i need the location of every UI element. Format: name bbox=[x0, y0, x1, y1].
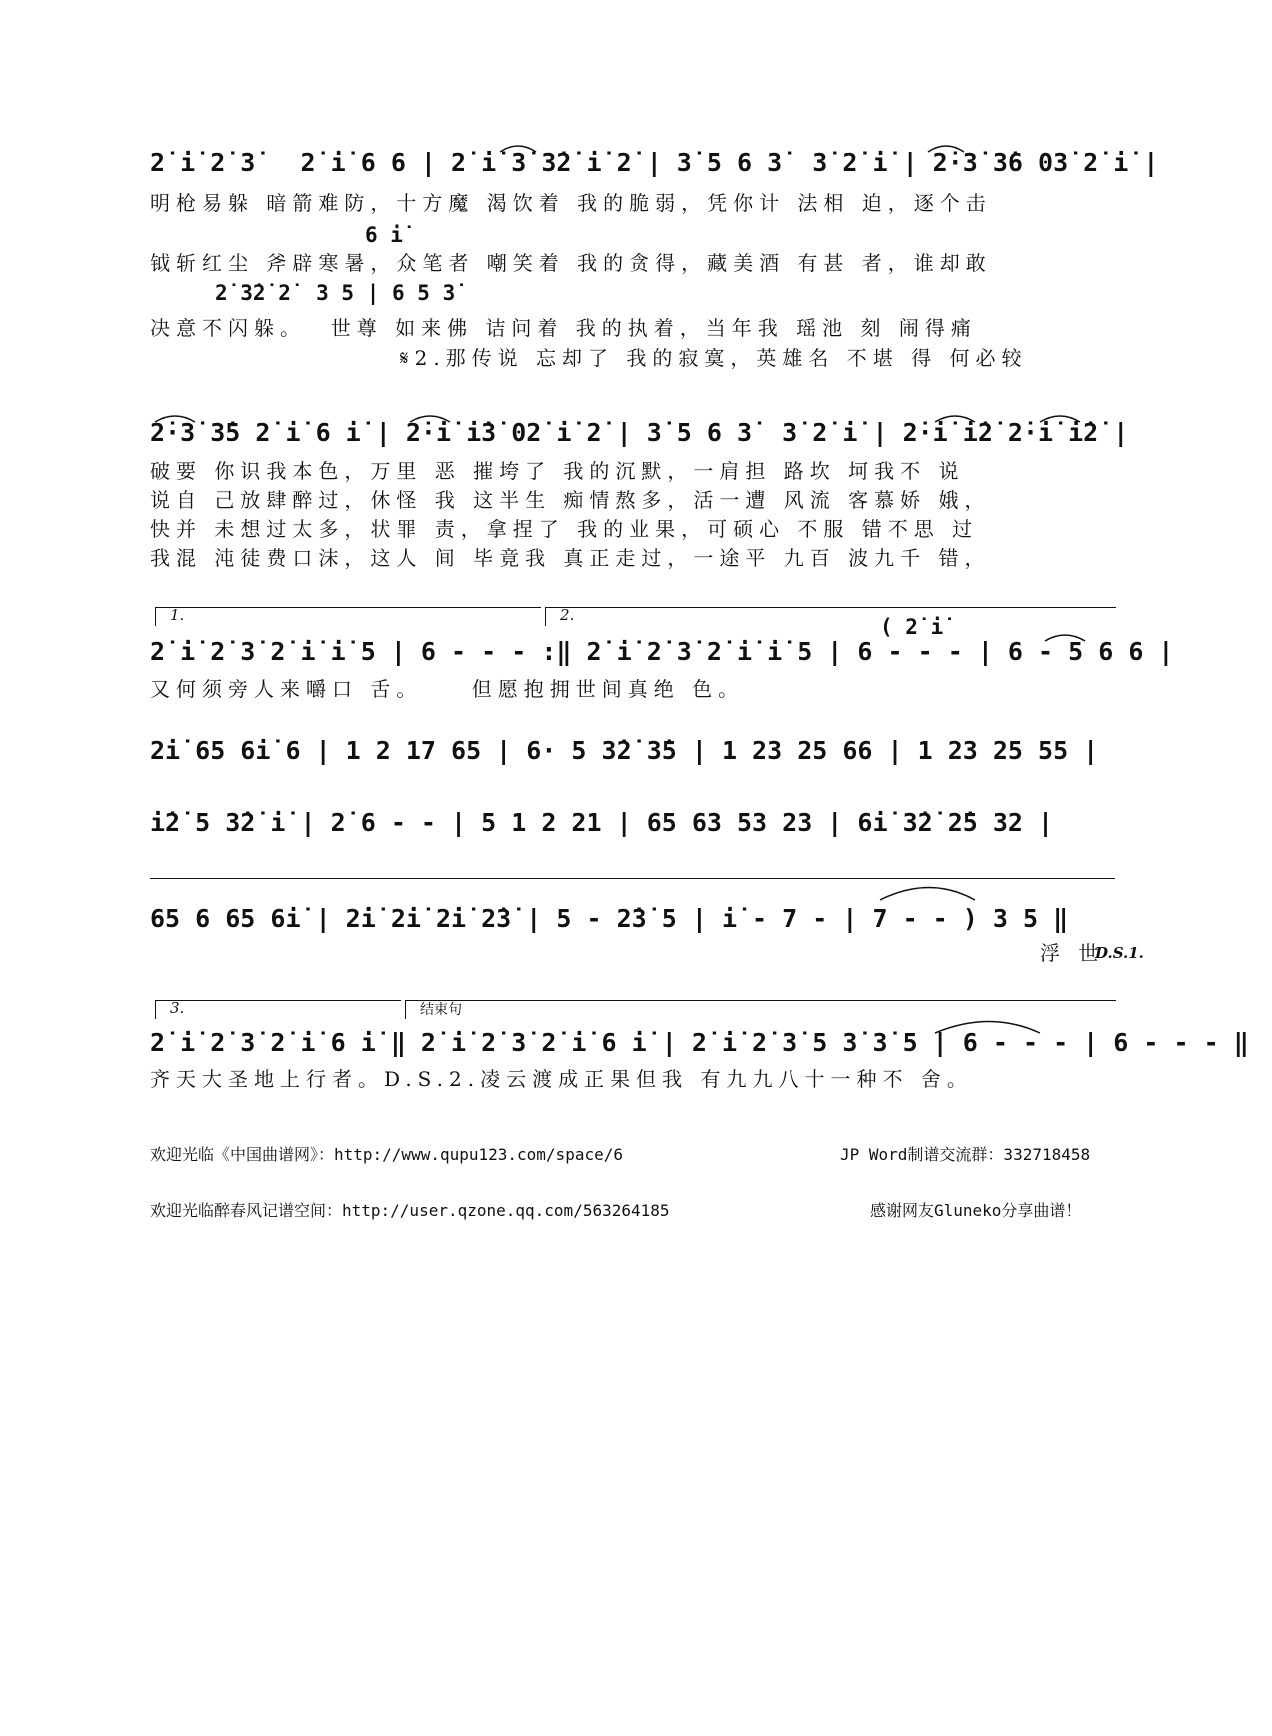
slur-arc bbox=[935, 416, 975, 422]
lyric-fushi: 浮 世 bbox=[1040, 941, 1105, 965]
lyric-line-2-2: 说自 己放肆醉过，休怪 我 这半生 痴情熬多，活一遭 风流 客慕娇 娥， bbox=[150, 488, 991, 512]
slur-arc bbox=[935, 1022, 1040, 1034]
notation-line-4: 2̇i̇ 65 6i̇ 6 | 1 2 17 65 | 6· 5 3̇2̇ 3̇5 | 1 23 25 66 | 1 23 25 55 | bbox=[150, 736, 1099, 765]
lyric-line-7-1: 齐天大圣地上行者。D.S.2.凌云渡成正果但我 有九九八十一种不 舍。 bbox=[150, 1067, 973, 1091]
lyric-line-2-1: 破要 你识我本色，万里 恶 摧垮了 我的沉默，一肩担 路坎 坷我不 说 bbox=[150, 459, 965, 483]
volta-3-label: 3. bbox=[170, 999, 185, 1017]
lyric-line-1-4: 𝄋2.那传说 忘却了 我的寂寞，英雄名 不堪 得 何必较 bbox=[400, 346, 1028, 370]
slur-arc bbox=[155, 416, 195, 422]
volta-1-label: 1. bbox=[170, 606, 185, 624]
lyric-line-3-1: 又何须旁人来嚼口 舌。 但愿抱拥世间真绝 色。 bbox=[150, 677, 745, 701]
footer-right-1: JP Word制谱交流群：332718458 bbox=[840, 1145, 1091, 1164]
notation-line-2: 2̇·3̇ 3̇5 2̇ i̇ 6 i̇ | 2̇·i̇ i̇3̇ 02̇ i̇ 2̇ | 3̇ 5 6 3̇ 3̇ 2̇ i̇ | 2̇·i̇ i̇2̇ 2̇·i̇ i̇2̇ | bbox=[150, 418, 1129, 447]
lyric-line-1-3: 决意不闪躲。 世尊 如来佛 诘问着 我的执着，当年我 瑶池 刻 闹得痛 bbox=[150, 316, 977, 340]
slur-arc bbox=[500, 146, 536, 152]
ds-1-marking: D.S.1. bbox=[1095, 944, 1144, 962]
slur-arc bbox=[928, 146, 964, 152]
slur-arc bbox=[880, 888, 975, 901]
lyric-line-2-4: 我混 沌徒费口沫，这人 间 毕竟我 真正走过，一途平 九百 波九千 错， bbox=[150, 546, 991, 570]
footer-left-2: 欢迎光临醉春风记谱空间：http://user.qzone.qq.com/563264185 bbox=[150, 1201, 670, 1220]
lyric-line-1-2: 钺斩红尘 斧辟寒暑，众笔者 嘲笑着 我的贪得，藏美酒 有甚 者，谁却敢 bbox=[150, 251, 992, 275]
alt-notes-b: 2̇ 3̇2̇ 2̇ 3 5 | 6 5 3̇ bbox=[215, 281, 456, 305]
alt-notes-a: 6 i̇ bbox=[365, 223, 403, 247]
notation-line-5: i̇2̇ 5 3̇2̇ i̇ | 2̇ 6 - - | 5 1 2 21 | 65 63 53 23 | 6i̇ 3̇2̇ 2̇5 32 | bbox=[150, 808, 1054, 837]
lyric-line-2-3: 快并 未想过太多，状罪 责，拿捏了 我的业果，可硕心 不服 错不思 过 bbox=[150, 517, 979, 541]
slur-arc bbox=[1040, 416, 1080, 422]
ending-label: 结束句 bbox=[420, 1002, 462, 1018]
slur-arc bbox=[1045, 635, 1085, 641]
volta-2-label: 2. bbox=[560, 606, 575, 624]
footer-left-1: 欢迎光临《中国曲谱网》：http://www.qupu123.com/space/6 bbox=[150, 1145, 623, 1164]
notation-line-3: 2̇ i̇ 2̇ 3̇ 2̇ i̇ i̇ 5 | 6 - - - :‖ 2̇ i̇ 2̇ 3̇ 2̇ i̇ i̇ 5 | 6 - - - | 6 - 5 6 6 | bbox=[150, 637, 1174, 666]
footer-right-2: 感谢网友Gluneko分享曲谱！ bbox=[870, 1201, 1082, 1220]
notation-line-6: 65 6 65 6i̇ | 2̇i̇ 2̇i̇ 2̇i̇ 2̇3̇ | 5 - 2̇3̇ 5 | i̇ - 7 - | 7 - - ) 3 5 ‖ bbox=[150, 904, 1069, 933]
notation-line-7: 2̇ i̇ 2̇ 3̇ 2̇ i̇ 6 i̇ ‖ 2̇ i̇ 2̇ 3̇ 2̇ i̇ 6 i̇ | 2̇ i̇ 2̇ 3̇ 5 3̇ 3̇ 5 | 6 - - - | 6 - - - ‖ bbox=[150, 1028, 1249, 1057]
pickup-notes: ( 2̇ i̇ bbox=[880, 615, 944, 639]
lyric-line-1-1: 明枪易躲 暗箭难防，十方魔 渴饮着 我的脆弱，凭你计 法相 迫，逐个击 bbox=[150, 191, 992, 215]
notation-line-1: 2̇ i̇ 2̇ 3̇ 2̇ i̇ 6 6 | 2̇ i̇ 3̇ 3̇2̇ i̇ 2̇ | 3̇ 5 6 3̇ 3̇ 2̇ i̇ | 2̇·3̇ 3̇6 03̇ 2̇ i̇ | bbox=[150, 148, 1159, 177]
slur-arc bbox=[410, 416, 450, 422]
